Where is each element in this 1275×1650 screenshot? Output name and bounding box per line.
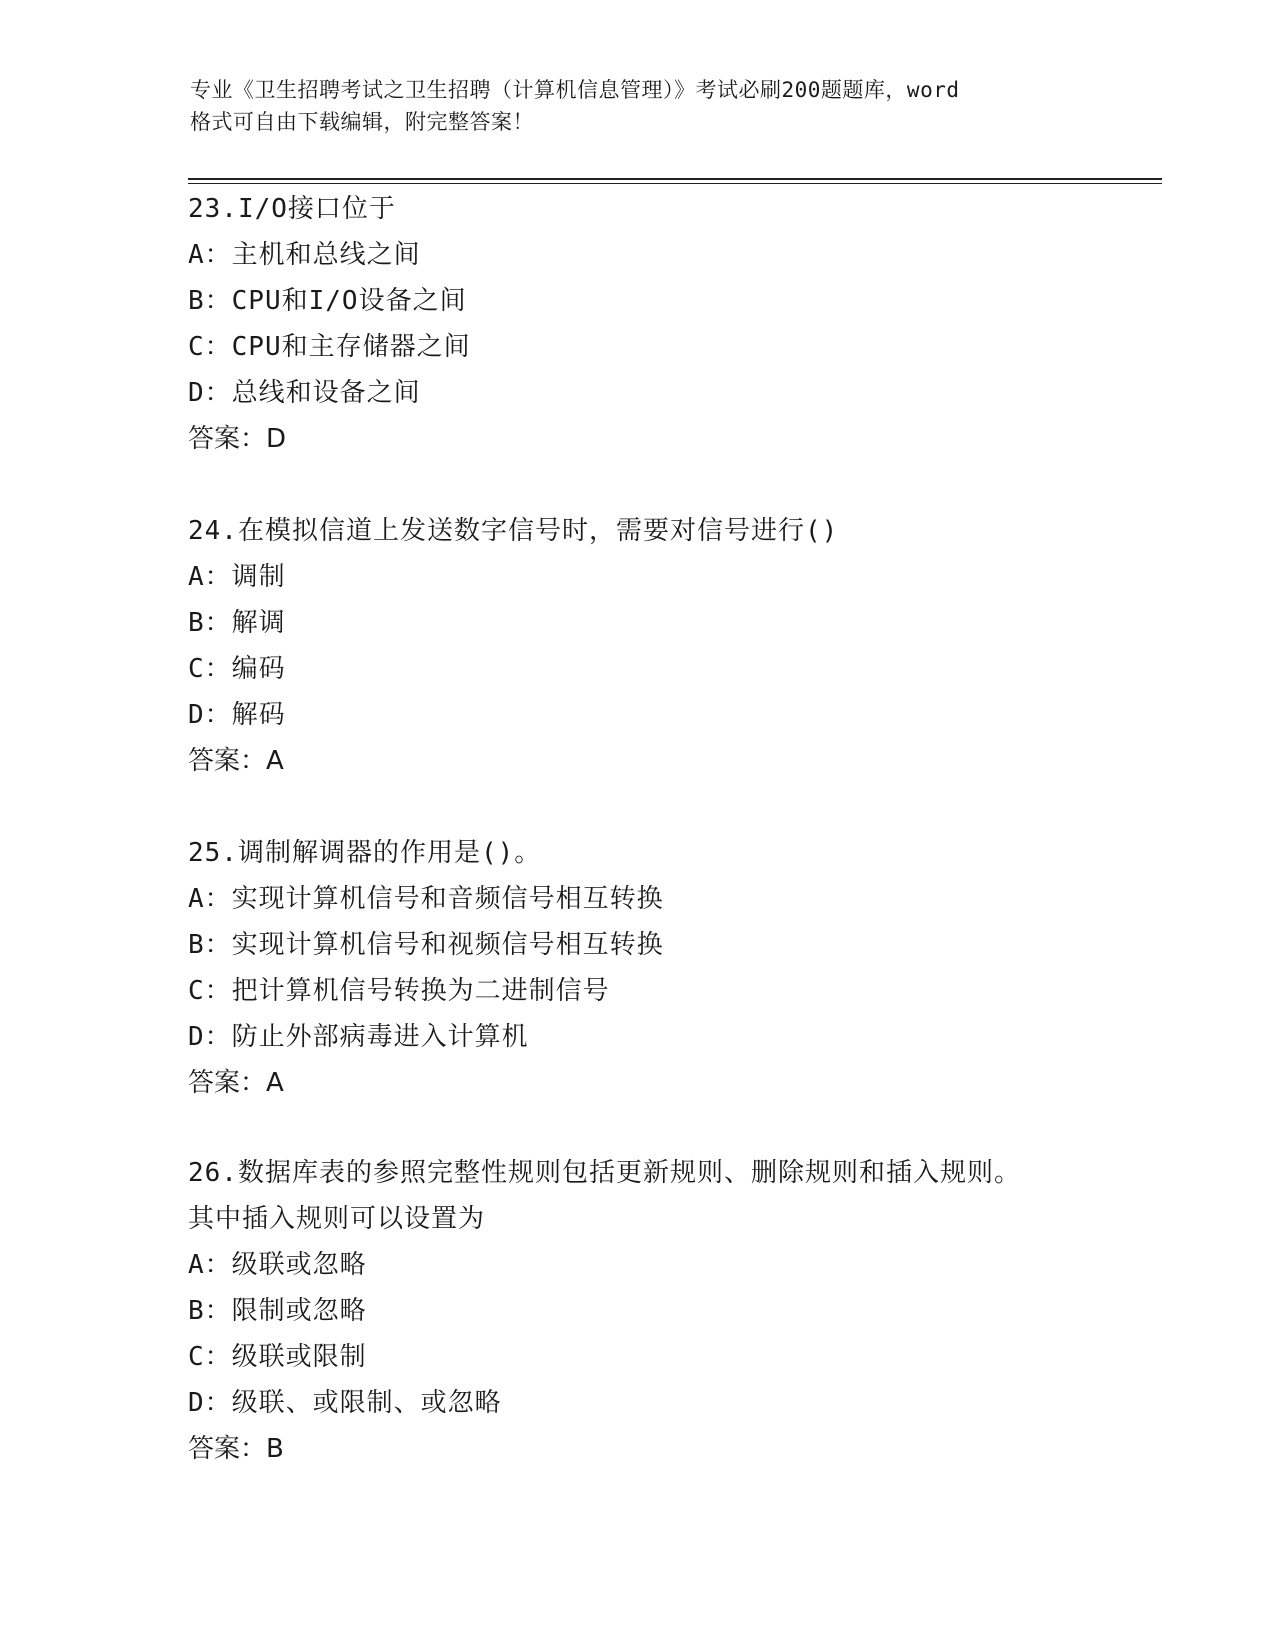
question-26 [188,1150,1148,1472]
answer-label: 答案：A [188,1068,284,1098]
option-d: D：级联、或限制、或忽略 [188,1388,502,1418]
question-24 [188,508,1148,784]
question-stem: 24.在模拟信道上发送数字信号时，需要对信号进行() [188,516,839,546]
header-line-2: 格式可自由下载编辑，附完整答案！ [190,110,534,134]
question-stem-line-2: 其中插入规则可以设置为 [188,1204,486,1234]
option-c: C：级联或限制 [188,1342,367,1372]
answer-label: 答案：B [188,1434,284,1464]
option-b: B：解调 [188,608,286,638]
question-stem: 25.调制解调器的作用是()。 [188,838,542,868]
option-c: C：编码 [188,654,286,684]
header-rule-thin [188,183,1162,184]
option-c: C：把计算机信号转换为二进制信号 [188,976,610,1006]
option-a: A：调制 [188,562,286,592]
answer-label: 答案：D [188,424,287,454]
header-rule-thick [188,178,1162,180]
question-stem: 23.I/O接口位于 [188,194,396,224]
option-b: B：CPU和I/O设备之间 [188,286,467,316]
question-stem-line-1: 26.数据库表的参照完整性规则包括更新规则、删除规则和插入规则。 [188,1158,1021,1188]
header-line-1: 专业《卫生招聘考试之卫生招聘（计算机信息管理）》考试必刷200题题库，word [190,78,960,102]
option-c: C：CPU和主存储器之间 [188,332,471,362]
option-d: D：防止外部病毒进入计算机 [188,1022,529,1052]
option-a: A：实现计算机信号和音频信号相互转换 [188,884,664,914]
option-a: A：主机和总线之间 [188,240,421,270]
option-d: D：总线和设备之间 [188,378,421,408]
answer-label: 答案：A [188,746,284,776]
option-b: B：限制或忽略 [188,1296,367,1326]
option-b: B：实现计算机信号和视频信号相互转换 [188,930,664,960]
question-23 [188,186,1148,462]
option-a: A：级联或忽略 [188,1250,367,1280]
question-25 [188,830,1148,1106]
option-d: D：解码 [188,700,286,730]
document-header [190,74,1090,138]
